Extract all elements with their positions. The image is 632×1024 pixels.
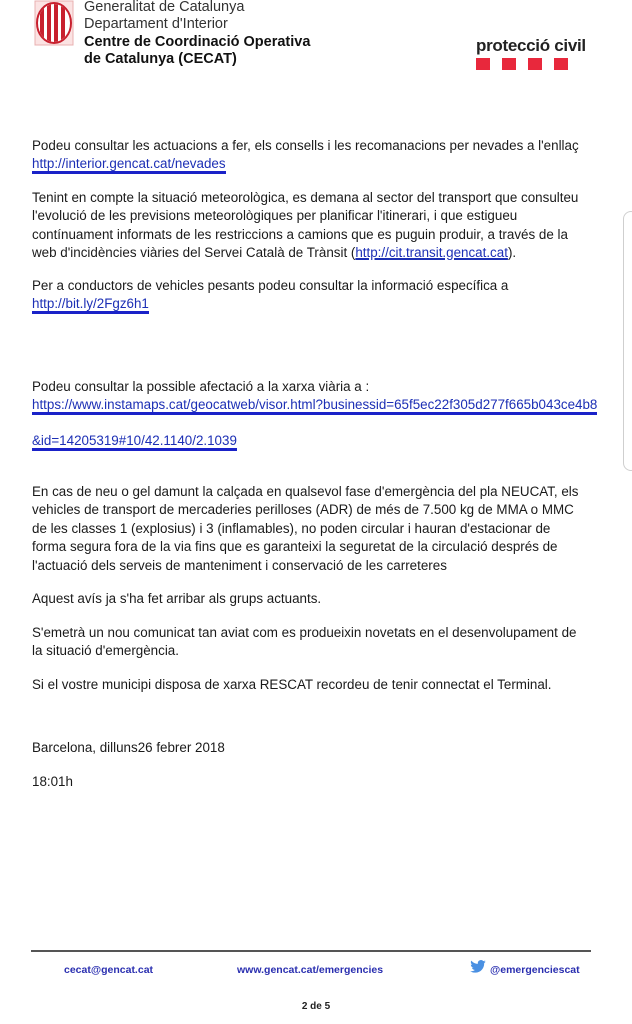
bitly-link[interactable]: http://bit.ly/2Fgz6h1 [32, 296, 149, 314]
paragraph-line: En cas de neu o gel damunt la calçada en qualsevol fase d'emergència del pla NEUCAT, els [32, 484, 579, 499]
paragraph-line: l'actuació dels serveis de manteniment i conservació de les carreteres [32, 557, 447, 573]
paragraph-road-network [32, 378, 622, 415]
paragraph-line: contínuament informats de les restriccions a camions que es puguin produir, a través de la [32, 226, 568, 242]
paragraph-road-network-cont [32, 432, 592, 450]
paragraph-new-communique [32, 624, 592, 661]
paragraph-rescat [32, 676, 592, 694]
footer-divider [31, 950, 591, 952]
footer-website-link[interactable]: www.gencat.cat/emergencies [237, 964, 384, 976]
paragraph-text: Podeu consultar les actuacions a fer, els consells i les recomanacions per nevades a l'enllaç [32, 138, 579, 153]
logo-square [476, 58, 490, 70]
page-number: 2 de 5 [301, 1001, 331, 1012]
paragraph-line: l'evolució de les previsions meteorològiques per planificar l'itinerari, i que estigueu [32, 208, 518, 224]
paragraph-text: Podeu consultar la possible afectació a la xarxa viària a : [32, 379, 370, 394]
footer-email-link[interactable]: cecat@gencat.cat [64, 964, 154, 976]
transit-link[interactable]: http://cit.transit.gencat.cat [355, 245, 508, 261]
twitter-bird-icon [470, 960, 486, 973]
paragraph-line: Tenint en compte la situació meteorològica, es demana al sector del transport que consulteu [32, 190, 579, 205]
paragraph-notice-sent [32, 590, 592, 608]
paragraph-line: forma segura fora de la via fins que es garanteixi la seguretat de la circulació després de [32, 539, 558, 555]
logo-square [528, 58, 542, 70]
proteccio-civil-logo-squares [476, 58, 568, 70]
catalan-coat-of-arms-icon [34, 0, 74, 46]
centre-name-line1: Centre de Coordinació Operativa [84, 34, 311, 50]
time-line: 18:01h [32, 774, 73, 789]
paragraph-neucat [32, 483, 592, 575]
department-name: Departament d'Interior [84, 16, 228, 32]
scrollbar-handle[interactable] [623, 211, 632, 471]
org-name-line: Generalitat de Catalunya [84, 0, 245, 15]
paragraph-text: Si el vostre municipi disposa de xarxa RESCAT recordeu de tenir connectat el Terminal. [32, 677, 552, 692]
logo-square [554, 58, 568, 70]
footer-twitter-link[interactable]: @emergenciescat [490, 964, 580, 976]
instamaps-link[interactable]: https://www.instamaps.cat/geocatweb/visor.html?businessid=65f5ec22f305d277f665b043ce4b8 [32, 397, 597, 414]
paragraph-line [32, 244, 592, 262]
text-fragment: ). [507, 245, 517, 261]
paragraph-line: vehicles de transport de mercaderies perilloses (ADR) de més de 7.500 kg de MMA o MMC [32, 502, 574, 518]
nevades-link[interactable]: http://interior.gencat.cat/nevades [32, 156, 226, 174]
text-fragment: web d'incidències viàries del Servei Català de Trànsit ( [32, 245, 356, 261]
paragraph-heavy-vehicles [32, 277, 592, 314]
instamaps-link-continued[interactable]: &id=14205319#10/42.1140/2.1039 [32, 433, 237, 451]
paragraph-line: de les classes 1 (explosius) i 3 (inflamables), no poden circular i hauran d'estacionar de [32, 520, 551, 536]
paragraph-line: S'emetrà un nou comunicat tan aviat com es produeixin novetats en el desenvolupament de [32, 625, 577, 640]
centre-name-line2: de Catalunya (CECAT) [84, 51, 237, 67]
proteccio-civil-logo-text: protecció civil [476, 36, 586, 55]
paragraph-nevades [32, 137, 592, 174]
date-line: Barcelona, dilluns26 febrer 2018 [32, 740, 225, 755]
paragraph-text: Per a conductors de vehicles pesants podeu consultar la informació específica a [32, 278, 509, 293]
logo-square [502, 58, 516, 70]
paragraph-line: la situació d'emergència. [32, 643, 179, 659]
paragraph-text: Aquest avís ja s'ha fet arribar als grups actuants. [32, 591, 322, 606]
paragraph-transport [32, 189, 592, 263]
